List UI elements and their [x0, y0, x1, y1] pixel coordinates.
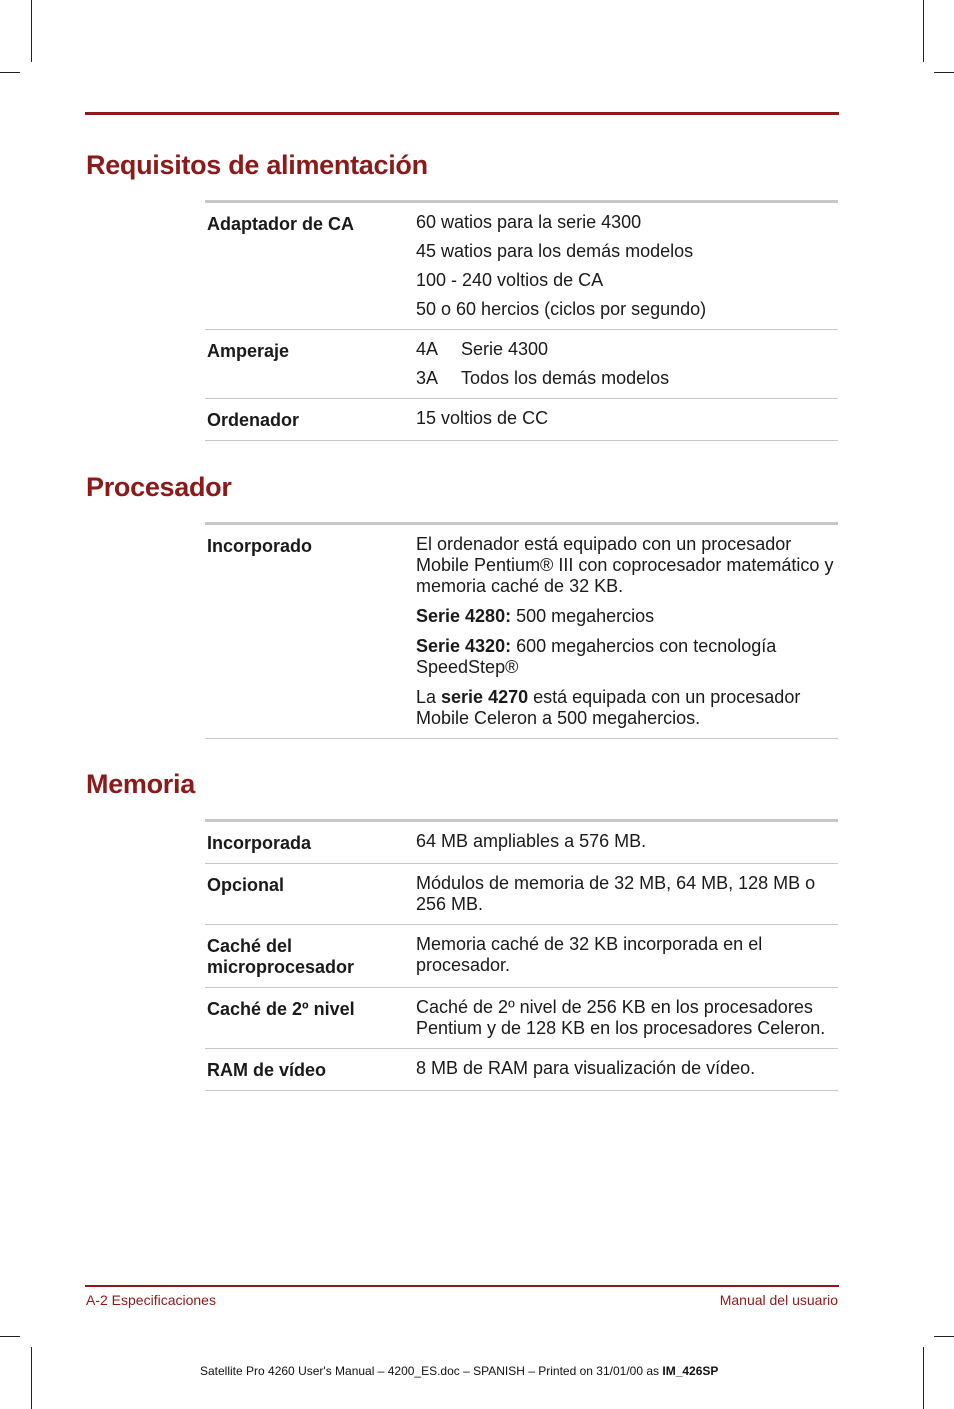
row-value: [416, 330, 838, 399]
memory-spec-table: [205, 819, 838, 1091]
table-row: [205, 821, 838, 864]
value-line: [416, 368, 838, 389]
processor-4320: [416, 636, 838, 678]
amperage-value: 4A: [416, 339, 439, 359]
series-prefix: La: [416, 687, 442, 707]
crop-mark: [31, 1347, 32, 1409]
processor-intro: El ordenador está equipado con un procesador Mobile Pentium® III con coprocesador matemático y memoria caché de 32 KB.: [416, 534, 834, 596]
crop-mark: [0, 72, 20, 73]
section-title-memory: Memoria: [86, 769, 195, 799]
row-label: Amperaje: [205, 330, 416, 399]
crop-mark: [31, 0, 32, 62]
value-line: [416, 339, 838, 360]
crop-mark: [934, 1336, 954, 1337]
value-line: 50 o 60 hercios (ciclos por segundo): [416, 299, 707, 319]
row-label: Adaptador de CA: [205, 202, 416, 330]
row-value: [416, 524, 838, 739]
row-value: Módulos de memoria de 32 MB, 64 MB, 128 MB o 256 MB.: [416, 864, 838, 925]
section-title-power: Requisitos de alimentación: [86, 150, 428, 180]
crop-mark: [934, 72, 954, 73]
amperage-desc: Todos los demás modelos: [461, 368, 670, 388]
series-text: 500 megahercios: [511, 606, 655, 626]
header-rule: [85, 112, 839, 115]
processor-4280: [416, 606, 838, 627]
amperage-value: 3A: [416, 368, 439, 388]
power-spec-table: [205, 200, 838, 441]
row-value: [416, 202, 838, 330]
processor-spec-table: [205, 522, 838, 739]
value-line: 100 - 240 voltios de CA: [416, 270, 604, 290]
table-row: [205, 330, 838, 399]
table-row: [205, 1049, 838, 1091]
row-label: Ordenador: [205, 399, 416, 441]
row-label: RAM de vídeo: [205, 1049, 416, 1091]
footer-rule: [85, 1285, 839, 1287]
row-value: Memoria caché de 32 KB incorporada en el procesador.: [416, 925, 838, 988]
row-label: Caché de 2º nivel: [205, 988, 416, 1049]
row-label: Incorporada: [205, 821, 416, 864]
amperage-desc: Serie 4300: [461, 339, 549, 359]
value-line: 60 watios para la serie 4300: [416, 212, 642, 232]
processor-4270: [416, 687, 838, 729]
series-text: 600 megahercios con tecnología SpeedStep®: [416, 636, 777, 677]
table-row: [205, 524, 838, 739]
footer-right: Manual del usuario: [719, 1292, 838, 1308]
value-line: 45 watios para los demás modelos: [416, 241, 694, 261]
row-value: 64 MB ampliables a 576 MB.: [416, 821, 838, 864]
crop-mark: [923, 1347, 924, 1409]
crop-mark: [0, 1336, 20, 1337]
series-label: Serie 4280:: [416, 606, 512, 626]
series-label: Serie 4320:: [416, 636, 512, 656]
row-label: Caché del microprocesador: [205, 925, 416, 988]
table-row: [205, 988, 838, 1049]
print-info: [200, 1364, 718, 1378]
value-line: 15 voltios de CC: [416, 408, 549, 428]
row-label: Incorporado: [205, 524, 416, 739]
row-label: Opcional: [205, 864, 416, 925]
series-label: serie 4270: [441, 687, 529, 707]
print-info-code: IM_426SP: [662, 1364, 719, 1378]
table-row: [205, 925, 838, 988]
section-title-processor: Procesador: [86, 472, 232, 502]
table-row: [205, 202, 838, 330]
table-row: [205, 864, 838, 925]
print-info-text: Satellite Pro 4260 User's Manual – 4200_ES.doc – SPANISH – Printed on 31/01/00 as: [200, 1364, 663, 1378]
crop-mark: [923, 0, 924, 62]
series-text: está equipada con un procesador Mobile Celeron a 500 megahercios.: [416, 687, 801, 728]
footer-left: A-2 Especificaciones: [86, 1292, 216, 1308]
row-value: Caché de 2º nivel de 256 KB en los procesadores Pentium y de 128 KB en los procesadores Celeron.: [416, 988, 838, 1049]
row-value: 8 MB de RAM para visualización de vídeo.: [416, 1049, 838, 1091]
row-value: [416, 399, 838, 441]
table-row: [205, 399, 838, 441]
